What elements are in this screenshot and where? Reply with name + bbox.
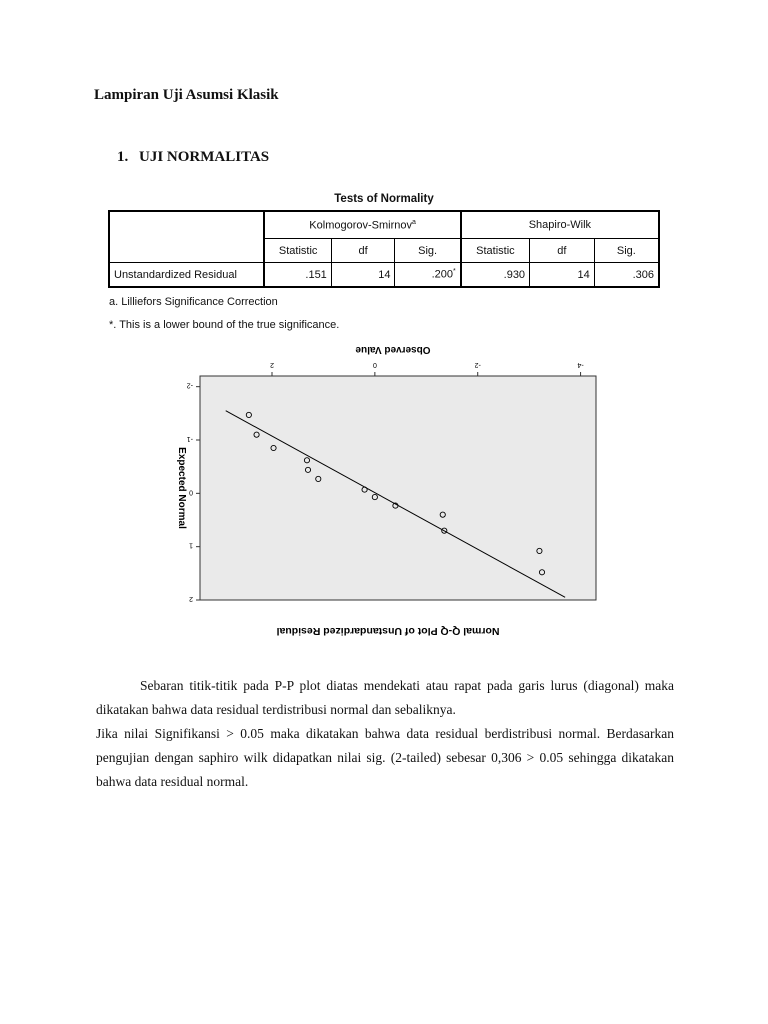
sw-statistic-cell: .930 xyxy=(461,263,530,288)
y-tick-label: 1 xyxy=(189,541,193,549)
footnote-a: a. Lilliefors Significance Correction xyxy=(109,296,278,308)
table-header-row-groups xyxy=(109,211,659,239)
qq-plot xyxy=(168,340,608,640)
y-tick-label: -2 xyxy=(186,381,193,389)
x-tick-label: 2 xyxy=(270,361,274,368)
y-tick-label: 0 xyxy=(189,488,193,496)
column-header: df xyxy=(331,239,395,263)
y-tick-label: 2 xyxy=(189,595,193,602)
section-heading xyxy=(117,149,269,166)
x-tick-label: -4 xyxy=(577,361,584,368)
sw-df-cell: 14 xyxy=(530,263,595,288)
sw-sig-cell: .306 xyxy=(594,263,659,288)
y-axis-label: Expected Normal xyxy=(176,447,187,529)
column-header: Sig. xyxy=(594,239,659,263)
row-label: Unstandardized Residual xyxy=(109,263,264,288)
table-caption: Tests of Normality xyxy=(334,193,434,205)
x-tick-label: 0 xyxy=(372,361,377,368)
column-header: Statistic xyxy=(264,239,331,263)
tests-of-normality-table xyxy=(108,210,660,288)
column-header: Sig. xyxy=(395,239,461,263)
table-stub-header xyxy=(109,211,264,263)
sw-group-header: Shapiro-Wilk xyxy=(461,211,659,239)
table-row xyxy=(109,263,659,288)
x-tick-label: -2 xyxy=(474,361,481,368)
section-title: UJI NORMALITAS xyxy=(139,149,270,165)
y-tick-label: -1 xyxy=(186,435,193,442)
column-header: Statistic xyxy=(461,239,530,263)
page-title: Lampiran Uji Asumsi Klasik xyxy=(94,87,279,103)
paragraph-1: Sebaran titik-titik pada P-P plot diatas mendekati atau rapat pada garis lurus (diagonal) maka dikatakan bahwa data residual terdistribusi normal dan sebaliknya. xyxy=(96,678,674,717)
footnote-star: *. This is a lower bound of the true significance. xyxy=(109,319,340,331)
ks-df-cell: 14 xyxy=(331,263,395,288)
ks-sig-cell: .200* xyxy=(395,263,461,288)
chart-title: Normal Q-Q Plot of Unstandardized Residual xyxy=(276,625,500,637)
plot-area xyxy=(200,376,596,600)
column-header: df xyxy=(530,239,595,263)
section-number: 1. xyxy=(117,149,129,165)
paragraph-2: Jika nilai Signifikansi > 0.05 maka dikatakan bahwa data residual berdistribusi normal. Berdasarkan pengujian dengan saphiro wilk didapatkan nilai sig. (2-tailed) sebesar 0,306 > 0.05 sehingga dikatakan bahwa data residual normal. xyxy=(96,726,674,789)
ks-group-header: Kolmogorov-Smirnov$^a$ xyxy=(264,211,460,239)
ks-statistic-cell: .151 xyxy=(264,263,331,288)
x-axis-label: Observed Value xyxy=(355,344,431,355)
body-text xyxy=(96,674,674,794)
